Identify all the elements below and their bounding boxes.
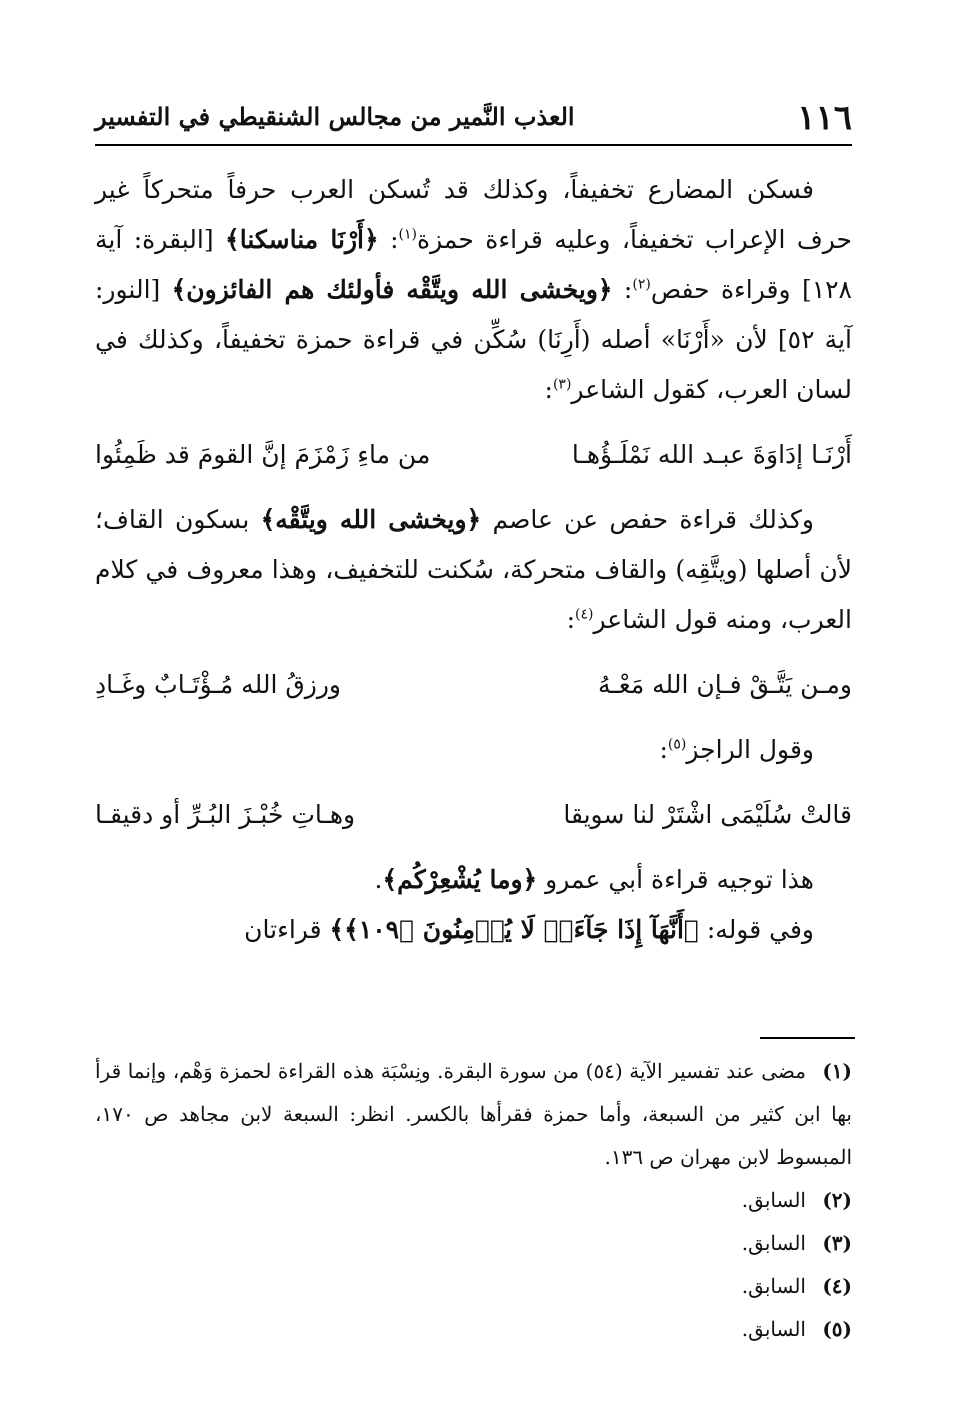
footnote-2 xyxy=(95,1179,852,1222)
paragraph-3 xyxy=(95,725,852,775)
verse-second-hemistich: ورزقُ الله مُـؤْتَـابٌ وغَـادِ xyxy=(95,670,341,699)
verse-second-hemistich: وهـاتِ خُبْـزَ البُـرِّ أو دقيقـا xyxy=(95,800,356,829)
footnote-number: (٢) xyxy=(822,1188,852,1212)
footnote-number: (٤) xyxy=(822,1274,852,1298)
text: بسكون القاف؛ لأن أصلها (ويتَّقِه) والقاف متحركة، سُكنت للتخفيف، وهذا معروف في كلام العرب، ومنه قول الشاعر xyxy=(95,505,852,634)
footnote-4 xyxy=(95,1265,852,1308)
text: [البقرة: آية ١٢٨] وقراءة حفص xyxy=(95,225,852,304)
footnote-text: السابق. xyxy=(741,1188,806,1212)
text: فسكن المضارع تخفيفاً، وكذلك قد تُسكن العرب حرفاً متحركاً غير حرف الإعراب تخفيفاً، وعليه قراءة حمزة xyxy=(95,175,853,254)
footnote-ref-2: (٢) xyxy=(632,276,651,293)
footnote-3 xyxy=(95,1222,852,1265)
text: : xyxy=(612,275,633,304)
verse-first-hemistich: ومـن يَتَّـقْ فـإن الله مَعْـهُ xyxy=(598,670,852,699)
footnote-ref-5: (٥) xyxy=(667,736,687,753)
footnote-ref-1: (١) xyxy=(398,226,417,243)
text: : xyxy=(544,375,553,404)
footnote-5 xyxy=(95,1308,852,1351)
paragraph-2 xyxy=(95,495,852,645)
text: : xyxy=(566,605,576,634)
footnote-1 xyxy=(95,1050,852,1179)
footnote-ref-3: (٣) xyxy=(552,376,572,393)
footnote-number: (١) xyxy=(822,1059,852,1083)
footnote-number: (٥) xyxy=(822,1317,852,1341)
footnote-separator xyxy=(760,1037,855,1039)
quran-quote: ﴿ويخشى الله ويتَّقْه فأولئك هم الفائزون﴾ xyxy=(171,275,613,304)
paragraph-1 xyxy=(95,165,852,415)
poem-verse-3 xyxy=(95,789,852,841)
quran-quote: ﴿أَرْنَا مناسكنا﴾ xyxy=(225,225,379,254)
verse-first-hemistich: أَرْنَـا إدَاوَةَ عبـد الله نَمْلَـؤُهـا xyxy=(571,440,852,469)
text: قراءتان xyxy=(244,915,330,944)
poem-verse-1 xyxy=(95,429,852,481)
text: هذا توجيه قراءة أبي عمرو xyxy=(537,865,814,894)
text: وقول الراجز xyxy=(686,735,814,764)
text: : xyxy=(378,225,399,254)
footnote-ref-4: (٤) xyxy=(575,606,594,623)
poem-verse-2 xyxy=(95,659,852,711)
footnote-text: السابق. xyxy=(741,1274,806,1298)
footnote-number: (٣) xyxy=(822,1231,852,1255)
text: وكذلك قراءة حفص عن عاصم xyxy=(481,505,814,534)
verse-second-hemistich: من ماءِ زَمْزَمَ إنَّ القومَ قد ظَمِئُوا xyxy=(95,440,431,469)
page-number: ١١٦ xyxy=(797,98,852,138)
page-header xyxy=(95,98,852,146)
footnotes xyxy=(95,1050,852,1351)
quran-quote: ﴿أَنَّهَآ إِذَا جَآءَتۡ لَا يُؤۡمِنُونَ ﴿١٠٩﴾﴾ xyxy=(329,915,699,944)
text: . xyxy=(374,865,383,894)
quran-quote: ﴿ويخشى الله ويتَّقْه﴾ xyxy=(260,505,482,534)
quran-quote: ﴿وما يُشْعِرْكُم﴾ xyxy=(382,865,538,894)
paragraph-4 xyxy=(95,855,852,905)
main-text xyxy=(95,165,852,955)
text: [النور: آية ٥٢] لأن «أَرْنَا» أصله (أَرِنَا) سُكِّن في قراءة حمزة تخفيفاً، وكذلك في لسان العرب، كقول الشاعر xyxy=(95,275,852,404)
text: : xyxy=(659,735,668,764)
footnote-text: مضى عند تفسير الآية (٥٤) من سورة البقرة. ونِسْبَة هذه القراءة لحمزة وَهْم، وإنما قرأ بها ابن كثير من السبعة، وأما حمزة فقرأها بالكسر. انظر: السبعة لابن مجاهد ص ١٧٠، المبسوط لابن مهران ص ١٣٦. xyxy=(95,1059,852,1169)
running-title: العذب النَّمير من مجالس الشنقيطي في التفسير xyxy=(95,102,575,131)
footnote-text: السابق. xyxy=(741,1231,806,1255)
footnote-text: السابق. xyxy=(741,1317,806,1341)
text: وفي قوله: xyxy=(698,915,814,944)
paragraph-5 xyxy=(95,905,852,955)
verse-first-hemistich: قالتْ سُلَيْمَى اشْتَرْ لنا سويقا xyxy=(563,800,852,829)
